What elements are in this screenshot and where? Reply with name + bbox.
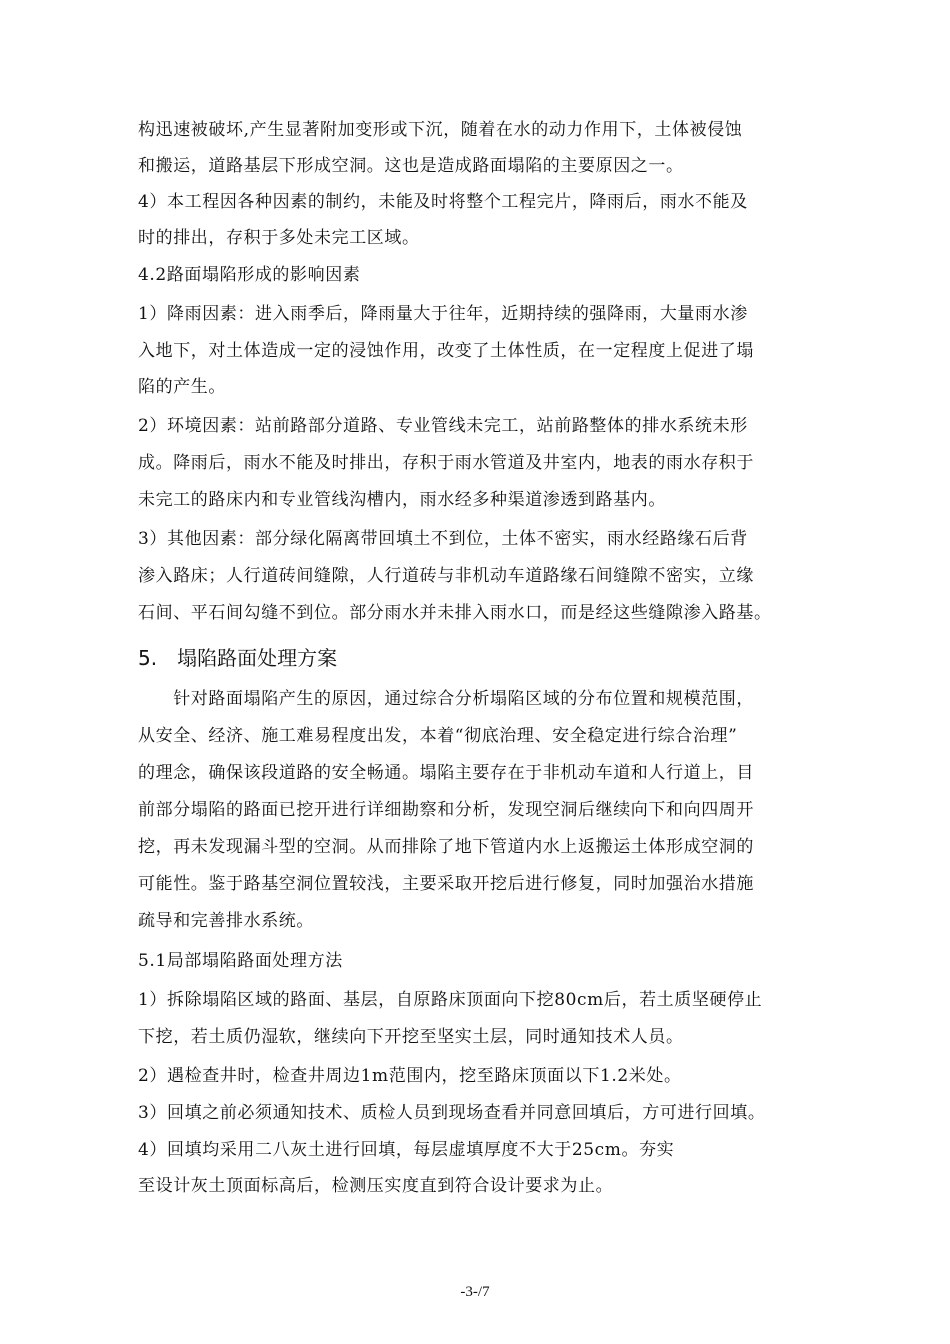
text-line: 入地下，对土体造成一定的浸蚀作用，改变了土体性质，在一定程度上促进了塌 (138, 341, 754, 361)
text-line: 陷的产生。 (138, 377, 226, 397)
text-line: 疏导和完善排水系统。 (138, 911, 314, 931)
text-line: 可能性。鉴于路基空洞位置较浅，主要采取开挖后进行修复，同时加强治水措施 (138, 874, 754, 894)
text-line: 的理念，确保该段道路的安全畅通。塌陷主要存在于非机动车道和人行道上，目 (138, 763, 754, 783)
section-heading-5-1: 5.1局部塌陷路面处理方法 (138, 951, 343, 971)
text-line: 从安全、经济、施工难易程度出发，本着“彻底治理、安全稳定进行综合治理” (138, 726, 738, 746)
text-line: 4）本工程因各种因素的制约，未能及时将整个工程完片，降雨后，雨水不能及 (138, 192, 748, 212)
text-line: 渗入路床；人行道砖间缝隙，人行道砖与非机动车道路缘石间缝隙不密实，立缘 (138, 566, 754, 586)
text-line: 未完工的路床内和专业管线沟槽内，雨水经多种渠道渗透到路基内。 (138, 490, 666, 510)
text-line: 挖，再未发现漏斗型的空洞。从而排除了地下管道内水上返搬运土体形成空洞的 (138, 837, 754, 857)
text-line: 和搬运，道路基层下形成空洞。这也是造成路面塌陷的主要原因之一。 (138, 156, 684, 176)
text-line: 前部分塌陷的路面已挖开进行详细勘察和分析，发现空洞后继续向下和向四周开 (138, 800, 754, 820)
text-line: 时的排出，存积于多处未完工区域。 (138, 228, 420, 248)
section-heading-4-2: 4.2路面塌陷形成的影响因素 (138, 265, 361, 285)
text-line: 1）拆除塌陷区域的路面、基层，自原路床顶面向下挖80cm后，若土质坚硬停止 (138, 990, 763, 1010)
text-line: 2）遇检查井时，检查井周边1m范围内，挖至路床顶面以下1.2米处。 (138, 1066, 682, 1086)
text-line: 至设计灰土顶面标高后，检测压实度直到符合设计要求为止。 (138, 1176, 614, 1196)
text-line: 针对路面塌陷产生的原因，通过综合分析塌陷区域的分布位置和规模范围， (138, 689, 754, 709)
section-heading-5: 5. 塌陷路面处理方案 (138, 646, 338, 670)
text-line: 4）回填均采用二八灰土进行回填，每层虚填厚度不大于25cm。夯实 (138, 1140, 675, 1160)
page-number: -3-/7 (460, 1284, 490, 1300)
text-line: 成。降雨后，雨水不能及时排出，存积于雨水管道及井室内，地表的雨水存积于 (138, 453, 754, 473)
text-line: 构迅速被破坏,产生显著附加变形或下沉，随着在水的动力作用下，土体被侵蚀 (138, 120, 743, 140)
text-line: 2）环境因素：站前路部分道路、专业管线未完工，站前路整体的排水系统未形 (138, 416, 748, 436)
text-line: 3）其他因素：部分绿化隔离带回填土不到位，土体不密实，雨水经路缘石后背 (138, 529, 748, 549)
text-line: 石间、平石间勾缝不到位。部分雨水并未排入雨水口，而是经这些缝隙渗入路基。 (138, 603, 772, 623)
text-line: 1）降雨因素：进入雨季后，降雨量大于往年，近期持续的强降雨，大量雨水渗 (138, 304, 748, 324)
text-line: 3）回填之前必须通知技术、质检人员到现场查看并同意回填后，方可进行回填。 (138, 1103, 766, 1123)
text-line: 下挖，若土质仍湿软，继续向下开挖至坚实土层，同时通知技术人员。 (138, 1027, 684, 1047)
